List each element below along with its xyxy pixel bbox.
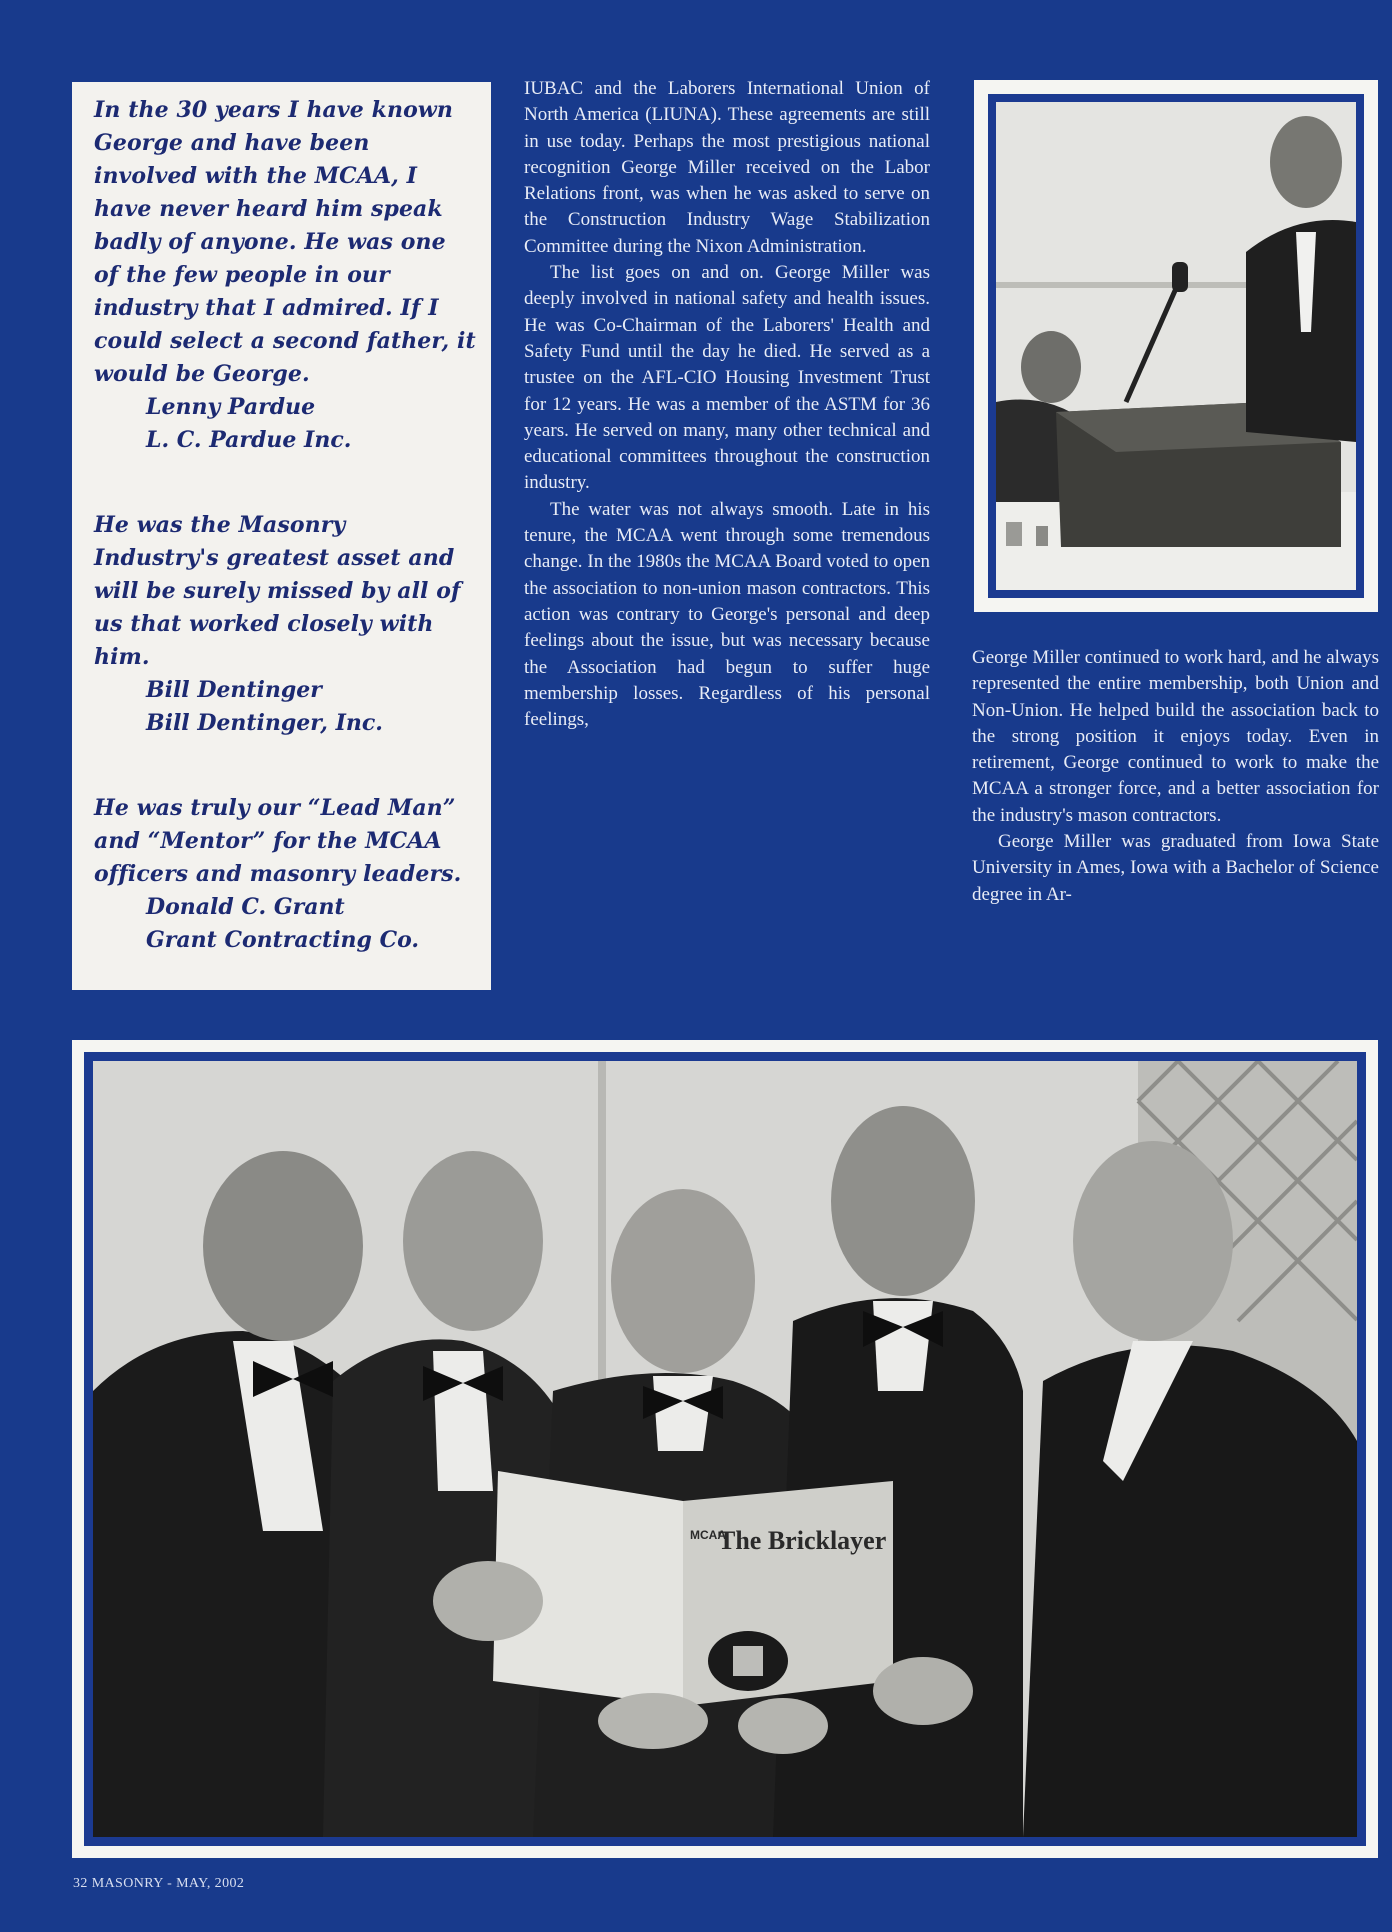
article-paragraph: George Miller was graduated from Iowa State University in Ames, Iowa with a Bachelor of Science degree in Ar-	[972, 831, 1379, 905]
article-column-right	[972, 645, 1379, 908]
quote-company: L. C. Pardue Inc.	[146, 427, 352, 453]
book-title: The Bricklayer	[718, 1526, 887, 1555]
article-paragraph: The list goes on and on. George Miller was deeply involved in national safety and health issues. He was Co-Chairman of the Laborers' Health and Safety Fund until the day he died. He served as a trustee on the AFL-CIO Housing Investment Trust for 12 years. He was a member of the ASTM for 36 years. He served on many, many other technical and educational committees throughout the construction industry.	[524, 262, 930, 494]
article-paragraph: George Miller continued to work hard, and he always represented the entire membership, both Union and Non-Union. He helped build the association back to the strong position it enjoys today. Even in retirement, George continued to work to make the MCAA a stronger force, and a better association for the industry's mason contractors.	[972, 647, 1379, 826]
article-paragraph: IUBAC and the Laborers International Union of North America (LIUNA). These agreements are still in use today. Perhaps the most prestigious national recognition George Miller received on the Labor Relations front, was when he was asked to serve on the Construction Industry Wage Stabilization Committee during the Nixon Administration.	[524, 78, 930, 257]
quote-text: He was truly our “Lead Man” and “Mentor” for the MCAA officers and masonry leaders.	[94, 795, 462, 887]
quote-author: Lenny Pardue	[146, 394, 316, 420]
article-column-middle	[524, 76, 930, 733]
quote-text: In the 30 years I have known George and have been involved with the MCAA, I have never heard him speak badly of anyone. He was one of the few people in our industry that I admired. If I could select a second father, it would be George.	[94, 97, 476, 387]
quote-2	[94, 509, 477, 740]
photo-podium-frame	[974, 80, 1378, 612]
quote-company: Bill Dentinger, Inc.	[146, 710, 383, 736]
page-footer: 32 MASONRY - MAY, 2002	[73, 1876, 245, 1891]
book-badge: MCAA	[690, 1528, 726, 1542]
photo-podium	[988, 94, 1364, 598]
quote-company: Grant Contracting Co.	[146, 927, 420, 953]
photo-podium-illustration	[996, 102, 1356, 590]
photo-group	[84, 1052, 1366, 1846]
article-paragraph: The water was not always smooth. Late in his tenure, the MCAA went through some tremendous change. In the 1980s the MCAA Board voted to open the association to non-union mason contractors. This action was contrary to George's personal and deep feelings about the issue, but was necessary because the Association had begun to suffer huge membership losses. Regardless of his personal feelings,	[524, 498, 930, 731]
quote-3	[94, 792, 477, 957]
quote-text: He was the Masonry Industry's greatest asset and will be surely missed by all of us that worked closely with him.	[94, 512, 461, 670]
quote-sidebar	[72, 82, 491, 990]
quote-author: Bill Dentinger	[146, 677, 322, 703]
photo-group-frame	[72, 1040, 1378, 1858]
quote-author: Donald C. Grant	[146, 894, 345, 920]
photo-group-illustration	[93, 1061, 1357, 1837]
quote-1	[94, 94, 477, 457]
